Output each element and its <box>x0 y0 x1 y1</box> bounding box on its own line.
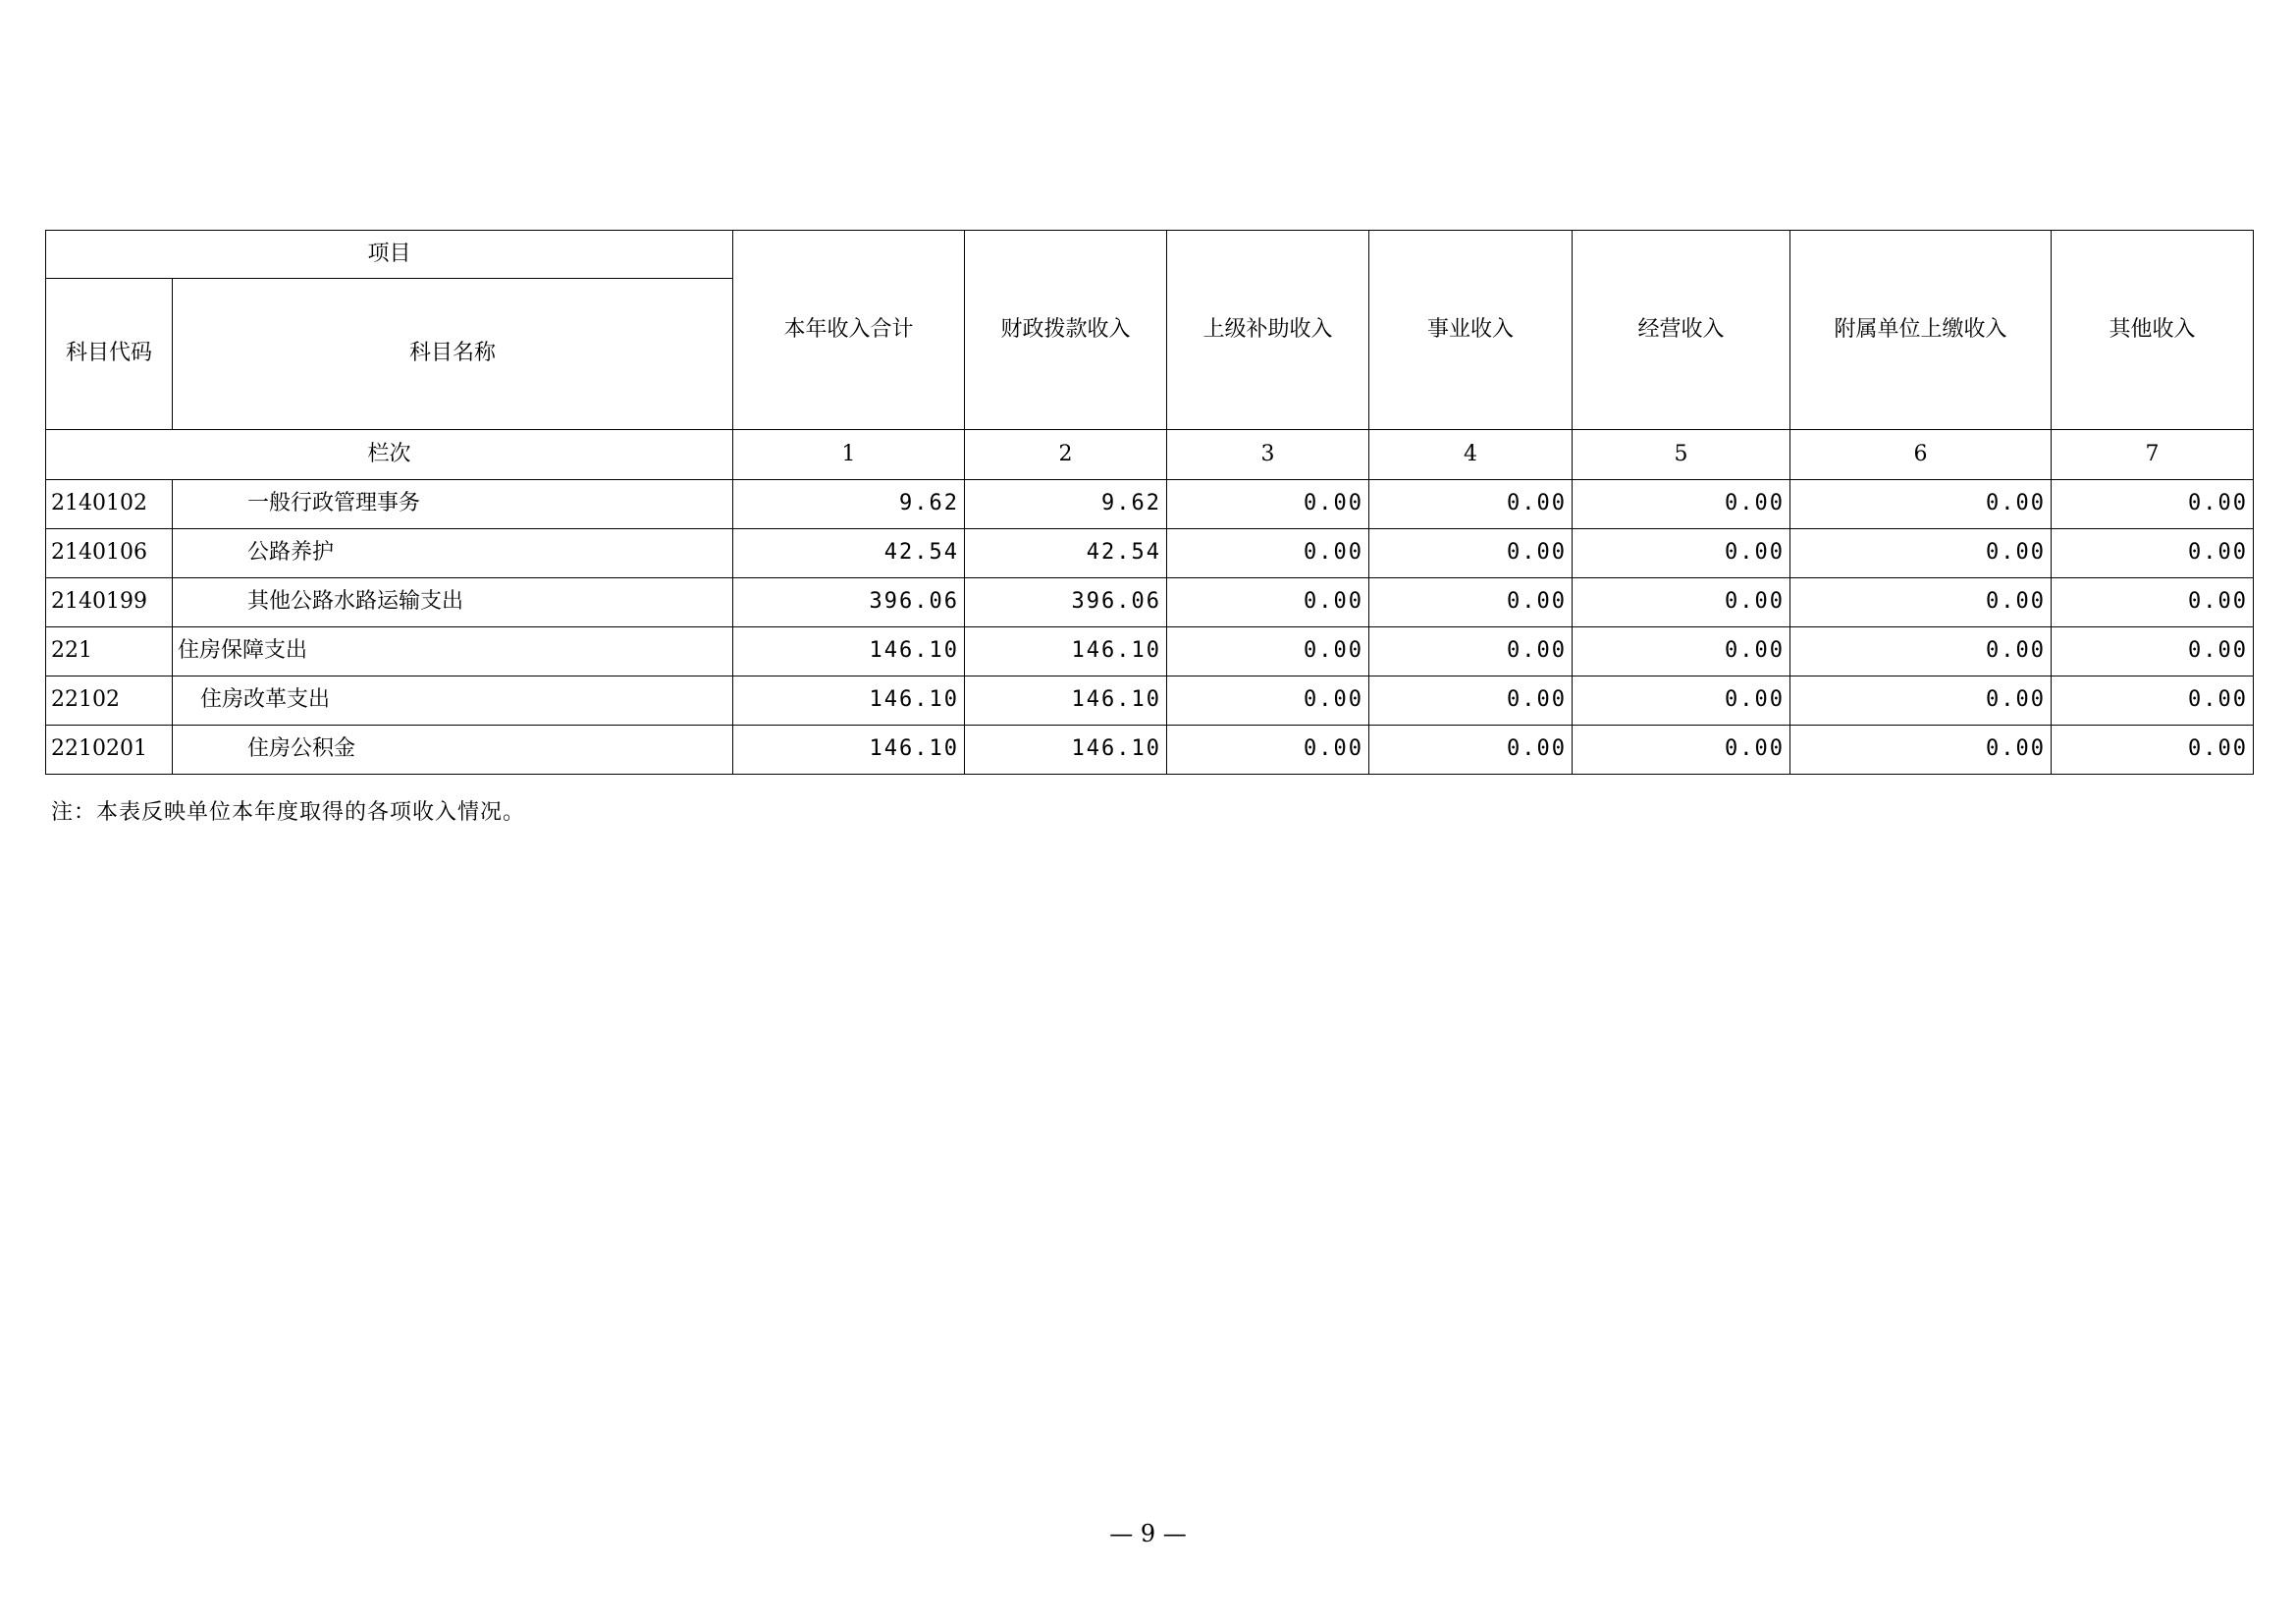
table-row <box>46 676 2254 726</box>
header-col-6: 附属单位上缴收入 <box>1790 231 2052 430</box>
row-value: 0.00 <box>1167 726 1369 775</box>
row-value: 0.00 <box>1790 627 2052 676</box>
row-value: 0.00 <box>1369 627 1573 676</box>
row-code: 22102 <box>46 676 173 726</box>
row-value: 0.00 <box>1167 480 1369 529</box>
colnum-label: 栏次 <box>46 430 733 480</box>
row-value: 396.06 <box>965 578 1167 627</box>
row-value: 146.10 <box>733 726 965 775</box>
colnum-4: 4 <box>1369 430 1573 480</box>
table-row <box>46 627 2254 676</box>
row-value: 0.00 <box>1573 726 1790 775</box>
row-name: 其他公路水路运输支出 <box>173 578 733 627</box>
row-value: 0.00 <box>1369 676 1573 726</box>
colnum-3: 3 <box>1167 430 1369 480</box>
row-value: 0.00 <box>1167 627 1369 676</box>
row-code: 2140106 <box>46 529 173 578</box>
row-value: 0.00 <box>2052 578 2254 627</box>
row-value: 42.54 <box>965 529 1167 578</box>
header-col-5: 经营收入 <box>1573 231 1790 430</box>
row-value: 396.06 <box>733 578 965 627</box>
header-col-3: 上级补助收入 <box>1167 231 1369 430</box>
header-row-top <box>46 231 2254 279</box>
row-value: 0.00 <box>1573 480 1790 529</box>
header-name: 科目名称 <box>173 279 733 430</box>
row-value: 0.00 <box>1369 529 1573 578</box>
row-code: 221 <box>46 627 173 676</box>
row-value: 0.00 <box>1573 578 1790 627</box>
colnum-1: 1 <box>733 430 965 480</box>
row-value: 0.00 <box>1573 529 1790 578</box>
colnum-5: 5 <box>1573 430 1790 480</box>
row-value: 0.00 <box>2052 529 2254 578</box>
row-value: 0.00 <box>1790 676 2052 726</box>
row-name: 住房保障支出 <box>173 627 733 676</box>
row-value: 0.00 <box>2052 480 2254 529</box>
row-value: 0.00 <box>1790 726 2052 775</box>
table-row <box>46 578 2254 627</box>
table-row <box>46 529 2254 578</box>
row-value: 0.00 <box>1369 480 1573 529</box>
row-value: 0.00 <box>1167 676 1369 726</box>
row-value: 0.00 <box>2052 676 2254 726</box>
row-value: 0.00 <box>1369 726 1573 775</box>
row-value: 0.00 <box>2052 726 2254 775</box>
page-number: — 9 — <box>1109 1520 1187 1547</box>
row-value: 9.62 <box>733 480 965 529</box>
row-value: 146.10 <box>733 627 965 676</box>
header-item-group: 项目 <box>46 231 733 279</box>
row-value: 0.00 <box>1369 578 1573 627</box>
row-name: 住房公积金 <box>173 726 733 775</box>
row-value: 0.00 <box>1167 578 1369 627</box>
row-value: 0.00 <box>1790 578 2052 627</box>
row-code: 2210201 <box>46 726 173 775</box>
colnum-7: 7 <box>2052 430 2254 480</box>
row-code: 2140199 <box>46 578 173 627</box>
colnum-6: 6 <box>1790 430 2052 480</box>
row-value: 0.00 <box>1790 480 2052 529</box>
header-col-1: 本年收入合计 <box>733 231 965 430</box>
table-row <box>46 726 2254 775</box>
row-value: 0.00 <box>2052 627 2254 676</box>
header-col-4: 事业收入 <box>1369 231 1573 430</box>
header-code: 科目代码 <box>46 279 173 430</box>
row-value: 146.10 <box>733 676 965 726</box>
row-name: 公路养护 <box>173 529 733 578</box>
income-table <box>45 230 2254 775</box>
row-value: 42.54 <box>733 529 965 578</box>
row-value: 0.00 <box>1573 676 1790 726</box>
row-value: 0.00 <box>1573 627 1790 676</box>
header-col-7: 其他收入 <box>2052 231 2254 430</box>
row-value: 146.10 <box>965 676 1167 726</box>
table-note: 注：本表反映单位本年度取得的各项收入情况。 <box>51 800 526 825</box>
row-value: 146.10 <box>965 627 1167 676</box>
column-number-row <box>46 430 2254 480</box>
row-value: 0.00 <box>1790 529 2052 578</box>
row-value: 0.00 <box>1167 529 1369 578</box>
header-col-2: 财政拨款收入 <box>965 231 1167 430</box>
row-name: 一般行政管理事务 <box>173 480 733 529</box>
row-value: 9.62 <box>965 480 1167 529</box>
row-name: 住房改革支出 <box>173 676 733 726</box>
row-value: 146.10 <box>965 726 1167 775</box>
row-code: 2140102 <box>46 480 173 529</box>
colnum-2: 2 <box>965 430 1167 480</box>
table-row <box>46 480 2254 529</box>
